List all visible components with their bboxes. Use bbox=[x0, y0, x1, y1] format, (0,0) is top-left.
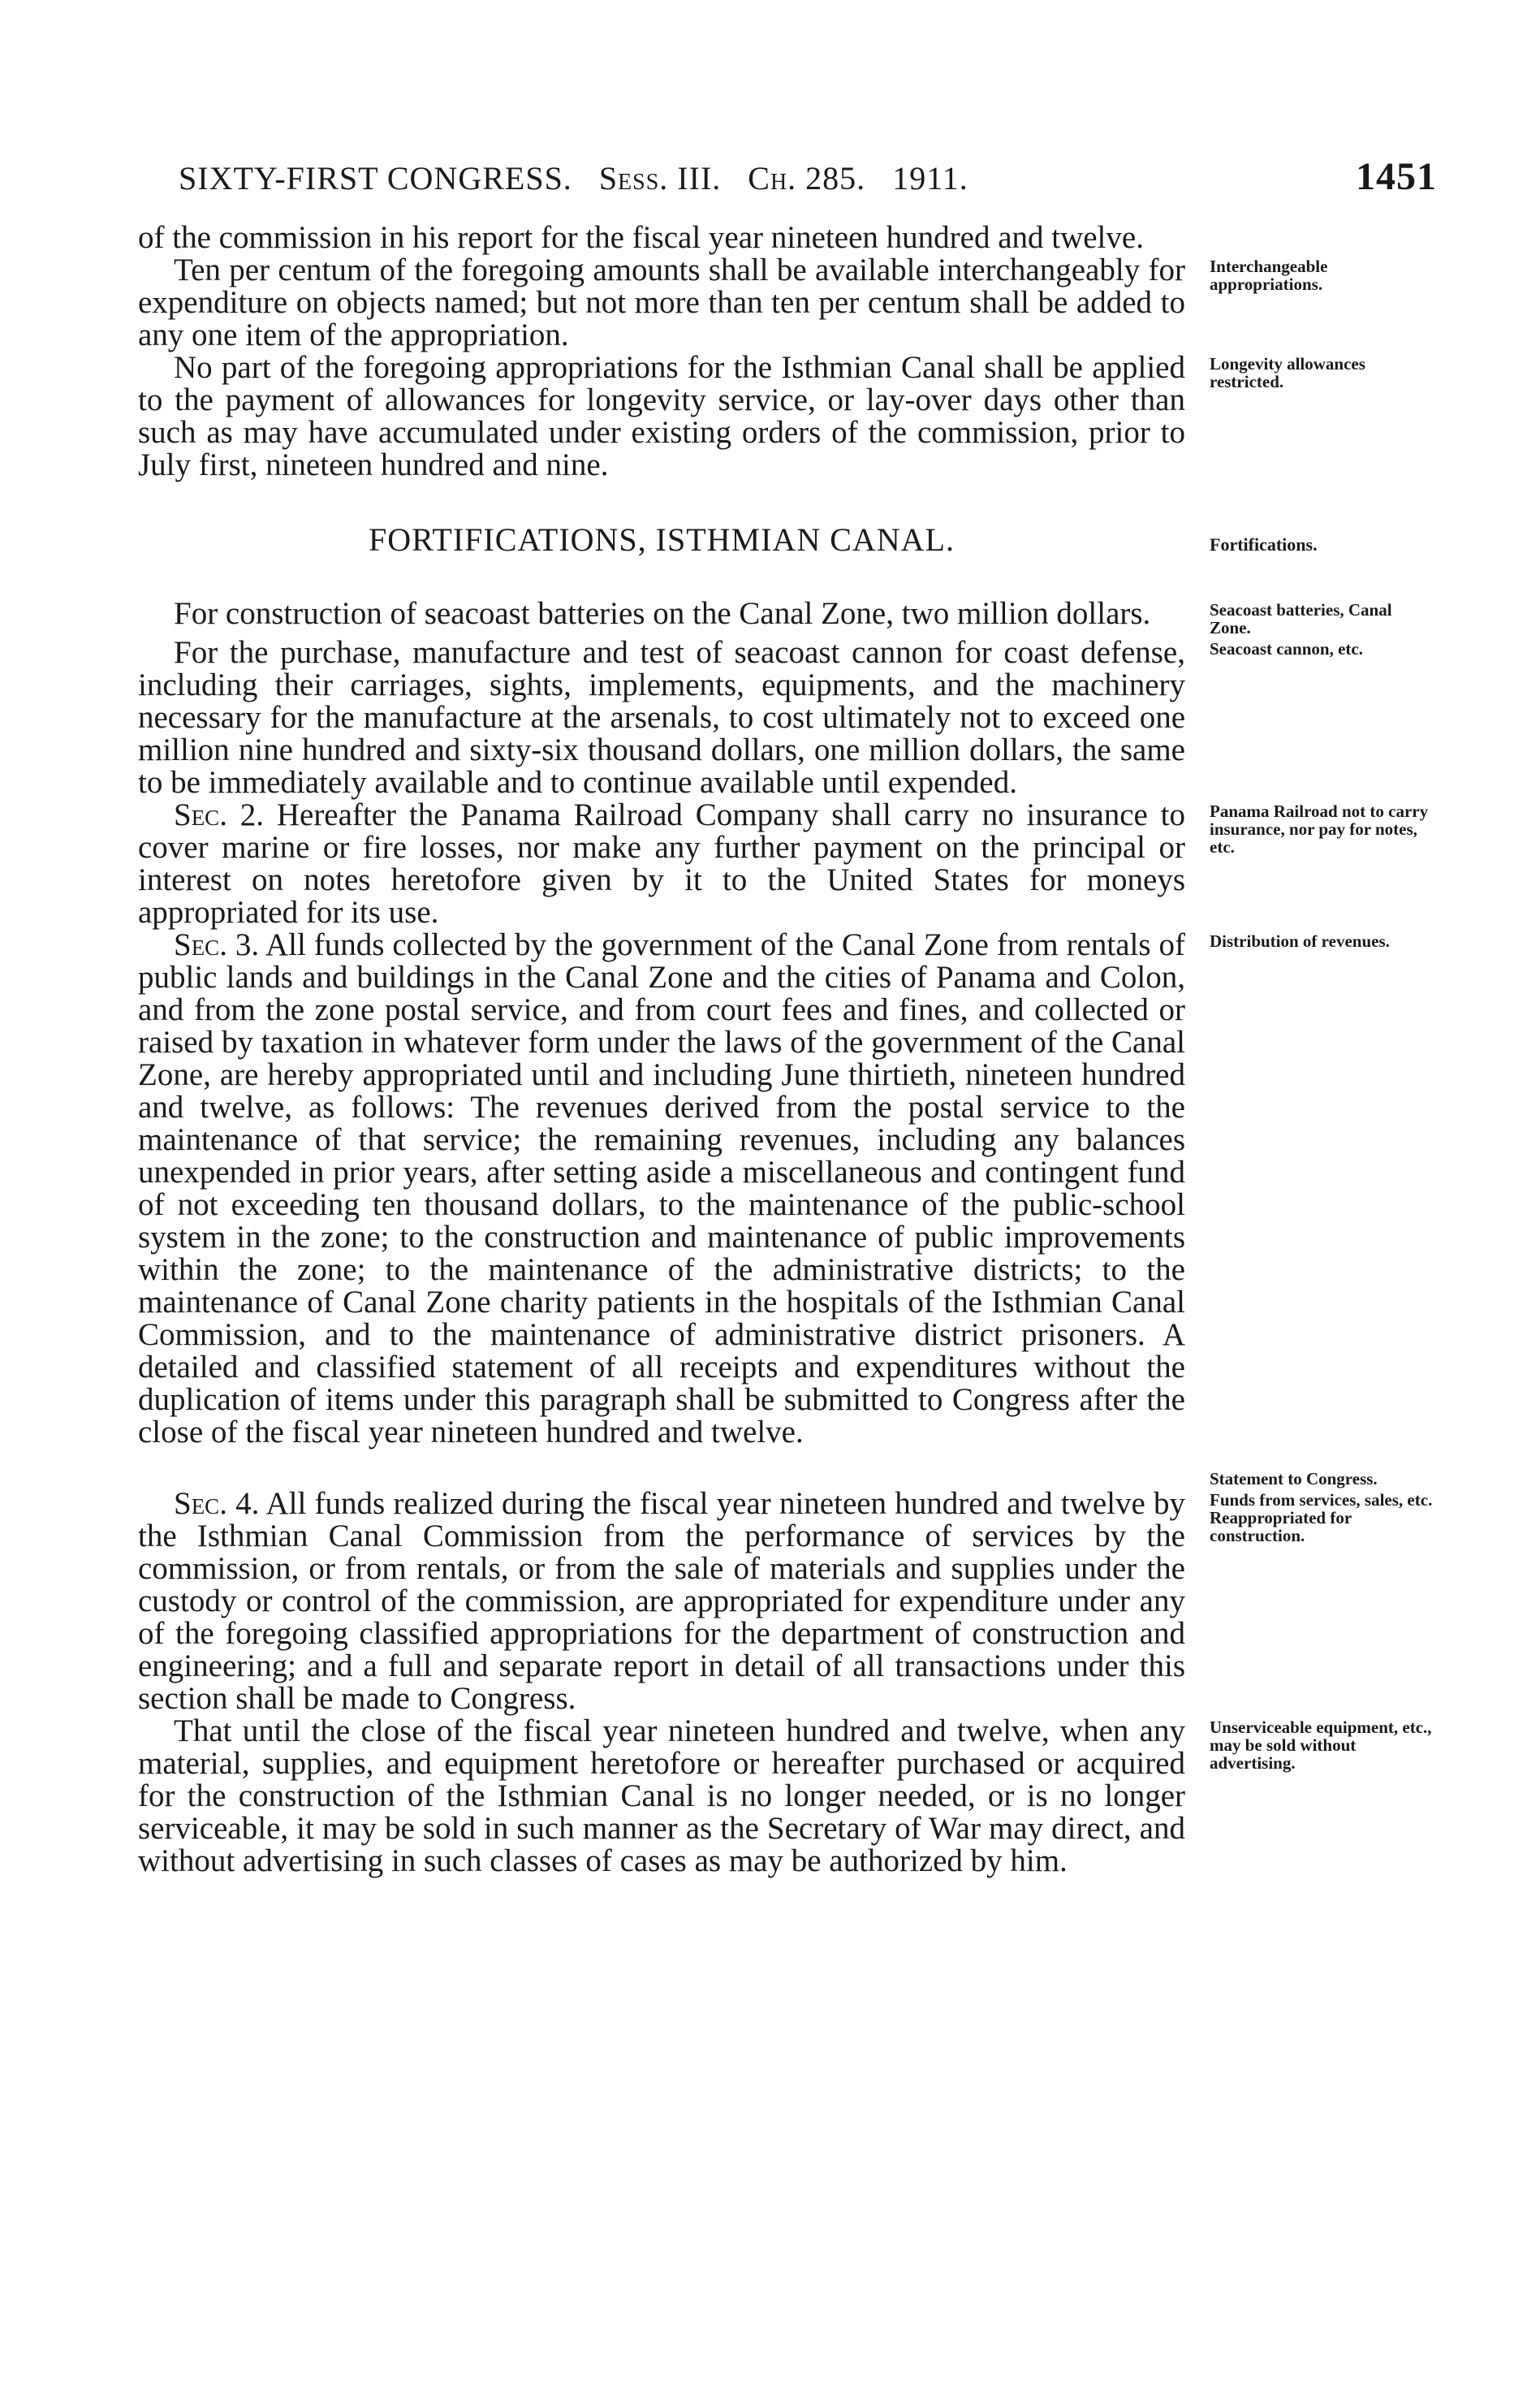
section-body: All funds collected by the government of the Canal Zone from rentals of public lands and buildings in the Canal Zone and the cities of Panama and Colon, and from the zone postal service, and from court fees and fines, and collected or raised by taxation in whatever form under the laws of the government of the Canal Zone, are hereby appropriated until and including June thirtieth, nineteen hundred and twelve, as follows: The revenues derived from the postal service to the maintenance of that service; the remaining revenues, including any balances unexpended in prior years, after setting aside a miscellaneous and contingent fund of not exceeding ten thousand dollars, to the maintenance of the public-school system in the zone; to the construction and maintenance of public improvements within the zone; to the maintenance of the administrative districts; to the maintenance of Canal Zone charity patients in the hospitals of the Isthmian Canal Commission, and to the maintenance of administrative district prisoners. A detailed and classified statement of all receipts and expenditures without the duplication of items under this paragraph shall be submitted to Congress after the close of the fiscal year nineteen hundred and twelve. bbox=[138, 927, 1185, 1450]
section-heading-row bbox=[138, 521, 1437, 559]
margin-note-line: Panama Railroad not to carry insurance, nor pay for notes, etc. bbox=[1210, 801, 1429, 857]
margin-note-line: Reappropriated for construction. bbox=[1210, 1508, 1352, 1545]
paragraph bbox=[138, 222, 1437, 254]
section-body: All funds realized during the fiscal year nineteen hundred and twelve by the Isthmian Canal Commission from the performance of services by the commission, or from rentals, or from the sale of materials and supplies under the custody or control of the commission, are appropriated for expenditure under any of the foregoing classified appropriations for the department of construction and engineering; and a full and separate report in detail of all transactions under this section shall be made to Congress. bbox=[138, 1486, 1185, 1716]
margin-note bbox=[1210, 254, 1437, 293]
paragraph-text: Ten per centum of the foregoing amounts shall be available interchangeably for expenditure on objects named; but not more than ten per centum shall be added to any one item of the appropriation. bbox=[138, 253, 1185, 352]
paragraph bbox=[138, 598, 1437, 637]
paragraph-text: For the purchase, manufacture and test of seacoast cannon for coast defense, including their carriages, sights, implements, equipments, and the machinery necessary for the manufacture at the arsenals, to cost ultimately not to exceed one million nine hundred and sixty-six thousand dollars, one million dollars, the same to be immediately available and to continue available until expended. bbox=[138, 635, 1185, 800]
margin-note bbox=[1210, 637, 1437, 658]
margin-note bbox=[1210, 1715, 1437, 1772]
paragraph bbox=[138, 254, 1437, 352]
margin-note bbox=[1210, 799, 1437, 856]
paragraph-text: of the commission in his report for the fiscal year nineteen hundred and twelve. bbox=[138, 220, 1144, 255]
paragraph bbox=[138, 1715, 1437, 1877]
margin-note bbox=[1210, 1488, 1437, 1545]
header-chapter: Ch. 285. bbox=[748, 160, 866, 197]
section-label: Sec. 4. bbox=[174, 1486, 260, 1521]
margin-note-line: Seacoast batteries, Canal Zone. bbox=[1210, 600, 1392, 637]
paragraph-text bbox=[138, 1488, 1185, 1715]
paragraph-text: For construction of seacoast batteries on the Canal Zone, two million dollars. bbox=[174, 596, 1151, 631]
margin-note-spacer bbox=[1210, 950, 1437, 1470]
margin-note bbox=[1210, 352, 1437, 391]
header-session: Sess. III. bbox=[598, 160, 722, 197]
running-header bbox=[138, 154, 1437, 199]
section-label: Sec. 3. bbox=[174, 927, 260, 962]
paragraph bbox=[138, 929, 1437, 1488]
paragraph bbox=[138, 352, 1437, 482]
paragraph bbox=[138, 637, 1437, 799]
margin-note bbox=[1210, 929, 1437, 1488]
page-number: 1451 bbox=[1356, 155, 1437, 198]
margin-note-line: Unserviceable equipment, etc., may be sold without advertising. bbox=[1210, 1717, 1432, 1773]
margin-note-line: Interchangeable appropriations. bbox=[1210, 257, 1328, 294]
paragraph-text bbox=[138, 929, 1185, 1449]
margin-note-line: Longevity allowances restricted. bbox=[1210, 354, 1365, 391]
header-congress: SIXTY-FIRST CONGRESS. Sess. III. Ch. 285. 1911. bbox=[179, 160, 968, 197]
section-heading: FORTIFICATIONS, ISTHMIAN CANAL. bbox=[369, 521, 955, 558]
margin-note bbox=[1210, 598, 1437, 637]
document-page bbox=[138, 154, 1437, 1877]
paragraph bbox=[138, 799, 1437, 929]
section-body: Hereafter the Panama Railroad Company shall carry no insurance to cover marine or fire losses, nor make any further payment on the principal or interest on notes heretofore given by it to the United States for moneys appropriated for its use. bbox=[138, 797, 1185, 930]
paragraph-text: No part of the foregoing appropriations for the Isthmian Canal shall be applied to the payment of allowances for longevity service, or lay-over days other than such as may have accumulated under existing orders of the commission, prior to July first, nineteen hundred and nine. bbox=[138, 350, 1185, 482]
margin-note-line: Funds from services, sales, etc. bbox=[1210, 1490, 1433, 1510]
margin-note bbox=[1210, 222, 1437, 225]
header-year: 1911. bbox=[892, 160, 968, 197]
margin-note-line: Distribution of revenues. bbox=[1210, 931, 1390, 951]
paragraph-text: That until the close of the fiscal year nineteen hundred and twelve, when any material, supplies, and equipment heretofore or hereafter purchased or acquired for the construction of the Isthmian Canal is no longer needed, or is no longer serviceable, it may be sold in such manner as the Secretary of War may direct, and without advertising in such classes of cases as may be authorized by him. bbox=[138, 1713, 1185, 1878]
paragraph bbox=[138, 1488, 1437, 1715]
margin-note: Fortifications. bbox=[1210, 534, 1318, 555]
margin-note-line: Seacoast cannon, etc. bbox=[1210, 639, 1363, 659]
section-label: Sec. 2. bbox=[174, 797, 265, 832]
margin-note-line: Statement to Congress. bbox=[1210, 1469, 1378, 1488]
paragraph-text bbox=[138, 799, 1185, 929]
